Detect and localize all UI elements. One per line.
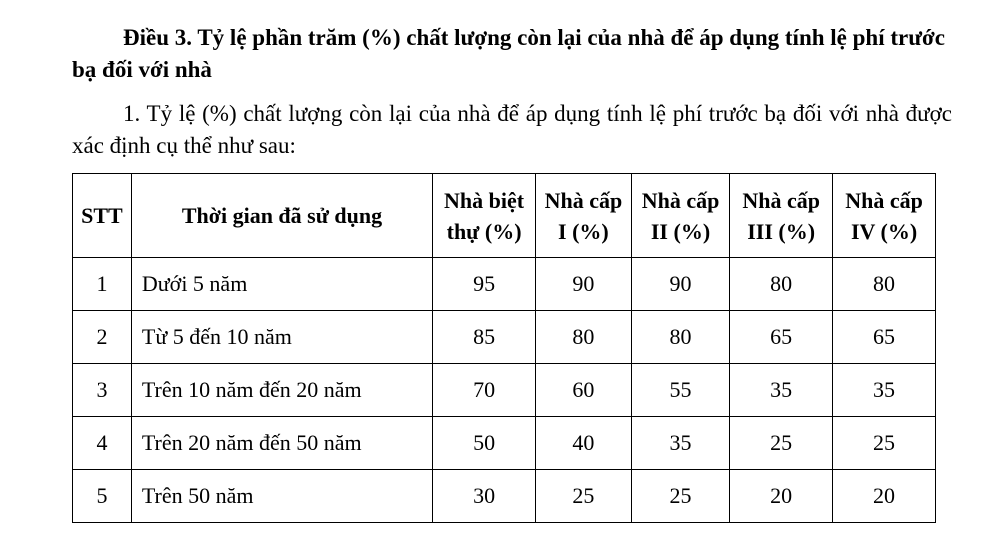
cell-grade2: 80 <box>631 311 729 364</box>
article-paragraph: 1. Tỷ lệ (%) chất lượng còn lại của nhà để áp dụng tính lệ phí trước bạ đối với nhà được xác định cụ thể như sau: <box>72 101 952 158</box>
cell-grade1: 80 <box>536 311 632 364</box>
header-villa-line1: Nhà biệt <box>444 187 525 213</box>
cell-grade4: 25 <box>833 417 936 470</box>
cell-grade3: 80 <box>730 258 833 311</box>
cell-villa: 30 <box>433 470 536 523</box>
cell-grade3: 20 <box>730 470 833 523</box>
header-grade1 <box>536 174 632 258</box>
cell-grade4: 65 <box>833 311 936 364</box>
cell-villa: 70 <box>433 364 536 417</box>
table-row <box>73 417 936 470</box>
header-grade2-line2: II (%) <box>650 218 711 244</box>
cell-grade1: 40 <box>536 417 632 470</box>
header-grade2 <box>631 174 729 258</box>
header-villa <box>433 174 536 258</box>
cell-period: Trên 10 năm đến 20 năm <box>131 364 432 417</box>
cell-grade3: 25 <box>730 417 833 470</box>
cell-grade1: 25 <box>536 470 632 523</box>
cell-villa: 50 <box>433 417 536 470</box>
header-grade3 <box>730 174 833 258</box>
header-grade2-line1: Nhà cấp <box>641 187 720 213</box>
cell-villa: 85 <box>433 311 536 364</box>
cell-grade4: 80 <box>833 258 936 311</box>
cell-grade2: 55 <box>631 364 729 417</box>
cell-stt: 2 <box>73 311 132 364</box>
cell-grade3: 65 <box>730 311 833 364</box>
header-villa-line2: thự (%) <box>446 218 522 244</box>
cell-grade4: 20 <box>833 470 936 523</box>
cell-period: Từ 5 đến 10 năm <box>131 311 432 364</box>
header-grade4-line1: Nhà cấp <box>845 187 923 213</box>
cell-stt: 4 <box>73 417 132 470</box>
header-grade4 <box>833 174 936 258</box>
quality-table <box>72 173 936 523</box>
header-grade3-line1: Nhà cấp <box>742 187 820 213</box>
cell-stt: 5 <box>73 470 132 523</box>
table-row <box>73 311 936 364</box>
cell-grade4: 35 <box>833 364 936 417</box>
cell-period: Dưới 5 năm <box>131 258 432 311</box>
cell-period: Trên 20 năm đến 50 năm <box>131 417 432 470</box>
table-row <box>73 258 936 311</box>
cell-grade1: 90 <box>536 258 632 311</box>
cell-grade2: 90 <box>631 258 729 311</box>
header-stt: STT <box>73 174 132 258</box>
cell-grade3: 35 <box>730 364 833 417</box>
header-grade1-line2: I (%) <box>558 218 609 244</box>
cell-stt: 3 <box>73 364 132 417</box>
header-period: Thời gian đã sử dụng <box>131 174 432 258</box>
table-row <box>73 364 936 417</box>
table-row <box>73 470 936 523</box>
article-title: Điều 3. Tỷ lệ phần trăm (%) chất lượng còn lại của nhà để áp dụng tính lệ phí trước bạ đối với nhà <box>72 25 945 82</box>
cell-villa: 95 <box>433 258 536 311</box>
cell-grade1: 60 <box>536 364 632 417</box>
cell-grade2: 25 <box>631 470 729 523</box>
header-grade4-line2: IV (%) <box>850 218 918 244</box>
cell-stt: 1 <box>73 258 132 311</box>
cell-grade2: 35 <box>631 417 729 470</box>
header-grade1-line1: Nhà cấp <box>544 187 623 213</box>
cell-period: Trên 50 năm <box>131 470 432 523</box>
header-grade3-line2: III (%) <box>747 218 816 244</box>
table-header-row <box>73 174 936 258</box>
